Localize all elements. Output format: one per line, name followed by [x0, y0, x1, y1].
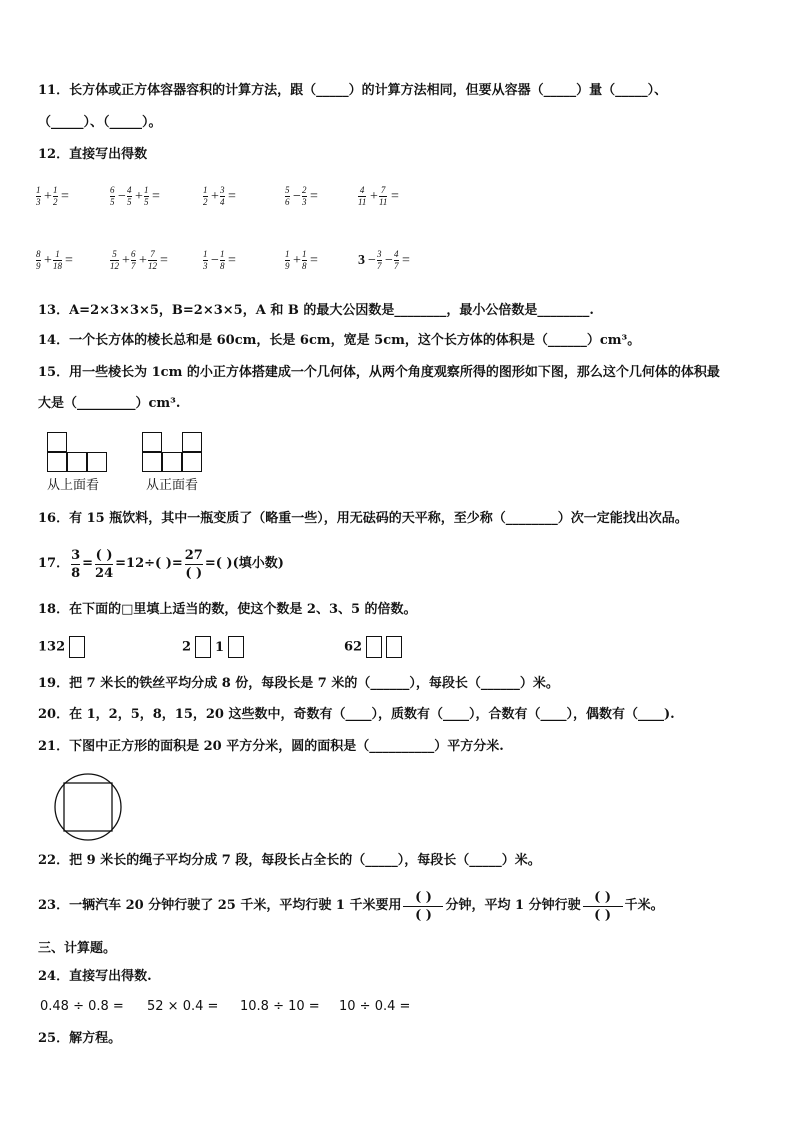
fraction: 1 5 — [144, 185, 149, 207]
q19: 19．把 7 米长的铁丝平均分成 8 份，每段长是 7 米的（______），每段长（______）米。 — [38, 676, 559, 691]
whole-number: 3 — [358, 253, 365, 268]
q18-item-c: 62 — [344, 636, 402, 658]
fraction: 4 7 — [394, 249, 399, 271]
fraction: 5 12 — [110, 249, 119, 271]
q15-line2: 大是（_________）cm³. — [38, 396, 181, 411]
front-view-caption: 从正面看 — [146, 478, 199, 493]
operator: − — [118, 189, 126, 204]
equals-sign: = — [152, 189, 160, 204]
q24-item: 10 ÷ 0.4 = — [339, 999, 411, 1014]
equals-sign: = — [228, 253, 236, 268]
operator: + — [122, 253, 130, 268]
equals-sign: = — [65, 253, 73, 268]
equals-sign: = — [61, 189, 69, 204]
q24-title: 24．直接写出得数. — [38, 969, 152, 984]
operator: − — [211, 253, 219, 268]
fraction: 5 6 — [285, 185, 290, 207]
fraction: 7 11 — [379, 185, 388, 207]
answer-box[interactable] — [386, 636, 402, 658]
circle-square-figure — [48, 772, 128, 842]
q25: 25．解方程。 — [38, 1031, 122, 1046]
equals-sign: = — [391, 189, 399, 204]
fraction: 1 8 — [220, 249, 225, 271]
answer-box[interactable] — [69, 636, 85, 658]
fraction: 2 3 — [302, 185, 307, 207]
fraction: 1 9 — [285, 249, 290, 271]
fraction: 6 5 — [110, 185, 115, 207]
q11-line1: 11．长方体或正方体容器容积的计算方法，跟（_____）的计算方法相同，但要从容器（_____）量（_____）、 — [38, 83, 668, 98]
fraction: 1 2 — [203, 185, 208, 207]
q18-item-b: 2 1 — [182, 636, 244, 658]
operator: + — [135, 189, 143, 204]
top-view-caption: 从上面看 — [47, 478, 100, 493]
q13: 13．A=2×3×3×5，B=2×3×5，A 和 B 的最大公因数是________，最小公倍数是________. — [38, 303, 594, 318]
section-3-title: 三、计算题。 — [38, 941, 117, 956]
equals-sign: = — [228, 189, 236, 204]
equals-sign: = — [402, 253, 410, 268]
q16: 16．有 15 瓶饮料，其中一瓶变质了（略重一些），用无砝码的天平称，至少称（________）次一定能找出次品。 — [38, 511, 688, 526]
q14: 14．一个长方体的棱长总和是 60cm，长是 6cm，宽是 5cm，这个长方体的体积是（______）cm³。 — [38, 333, 641, 348]
q23: 23．一辆汽车 20 分钟行驶了 25 千米，平均行驶 1 千米要用 ( ) ( ) 分钟，平均 1 分钟行驶 ( ) ( ) 千米。 — [38, 889, 664, 923]
q12-title: 12．直接写出得数 — [38, 147, 148, 162]
operator: + — [293, 253, 301, 268]
operator: − — [385, 253, 393, 268]
operator: + — [139, 253, 147, 268]
fraction: 3 4 — [220, 185, 225, 207]
fraction: 8 9 — [36, 249, 41, 271]
fraction: 1 18 — [53, 249, 62, 271]
operator: − — [368, 253, 376, 268]
fraction: 6 7 — [131, 249, 136, 271]
q22: 22．把 9 米长的绳子平均分成 7 段，每段长占全长的（_____），每段长（_____）米。 — [38, 853, 541, 868]
q24-item: 52 × 0.4 = — [147, 999, 219, 1014]
q17: 17． 3 8 = ( ) 24 =12÷( )= 27 ( ) =( )(填小数) — [38, 547, 284, 581]
operator: + — [44, 189, 52, 204]
operator: + — [211, 189, 219, 204]
q24-item: 0.48 ÷ 0.8 = — [40, 999, 124, 1014]
answer-box[interactable] — [366, 636, 382, 658]
fraction: 4 11 — [358, 185, 367, 207]
answer-box[interactable] — [228, 636, 244, 658]
fraction: 4 5 — [127, 185, 132, 207]
q24-item: 10.8 ÷ 10 = — [240, 999, 320, 1014]
fraction: 1 3 — [203, 249, 208, 271]
q18-item-a: 132 — [38, 636, 85, 658]
q21: 21．下图中正方形的面积是 20 平方分米，圆的面积是（__________）平方分米. — [38, 739, 504, 754]
q11-line2: （_____）、（_____）。 — [38, 115, 162, 130]
equals-sign: = — [310, 253, 318, 268]
fraction: 3 7 — [377, 249, 382, 271]
q15-line1: 15．用一些棱长为 1cm 的小正方体搭建成一个几何体，从两个角度观察所得的图形如下图，那么这个几何体的体积最 — [38, 365, 720, 380]
fraction: 7 12 — [148, 249, 157, 271]
fraction: 1 3 — [36, 185, 41, 207]
fraction: 1 2 — [53, 185, 58, 207]
equals-sign: = — [160, 253, 168, 268]
q20: 20．在 1，2，5，8，15，20 这些数中，奇数有（____），质数有（____），合数有（____），偶数有（____). — [38, 707, 675, 722]
q18-title: 18．在下面的□里填上适当的数，使这个数是 2、3、5 的倍数。 — [38, 602, 417, 617]
fraction: 1 8 — [302, 249, 307, 271]
equals-sign: = — [310, 189, 318, 204]
operator: − — [293, 189, 301, 204]
answer-box[interactable] — [195, 636, 211, 658]
operator: + — [370, 189, 378, 204]
operator: + — [44, 253, 52, 268]
